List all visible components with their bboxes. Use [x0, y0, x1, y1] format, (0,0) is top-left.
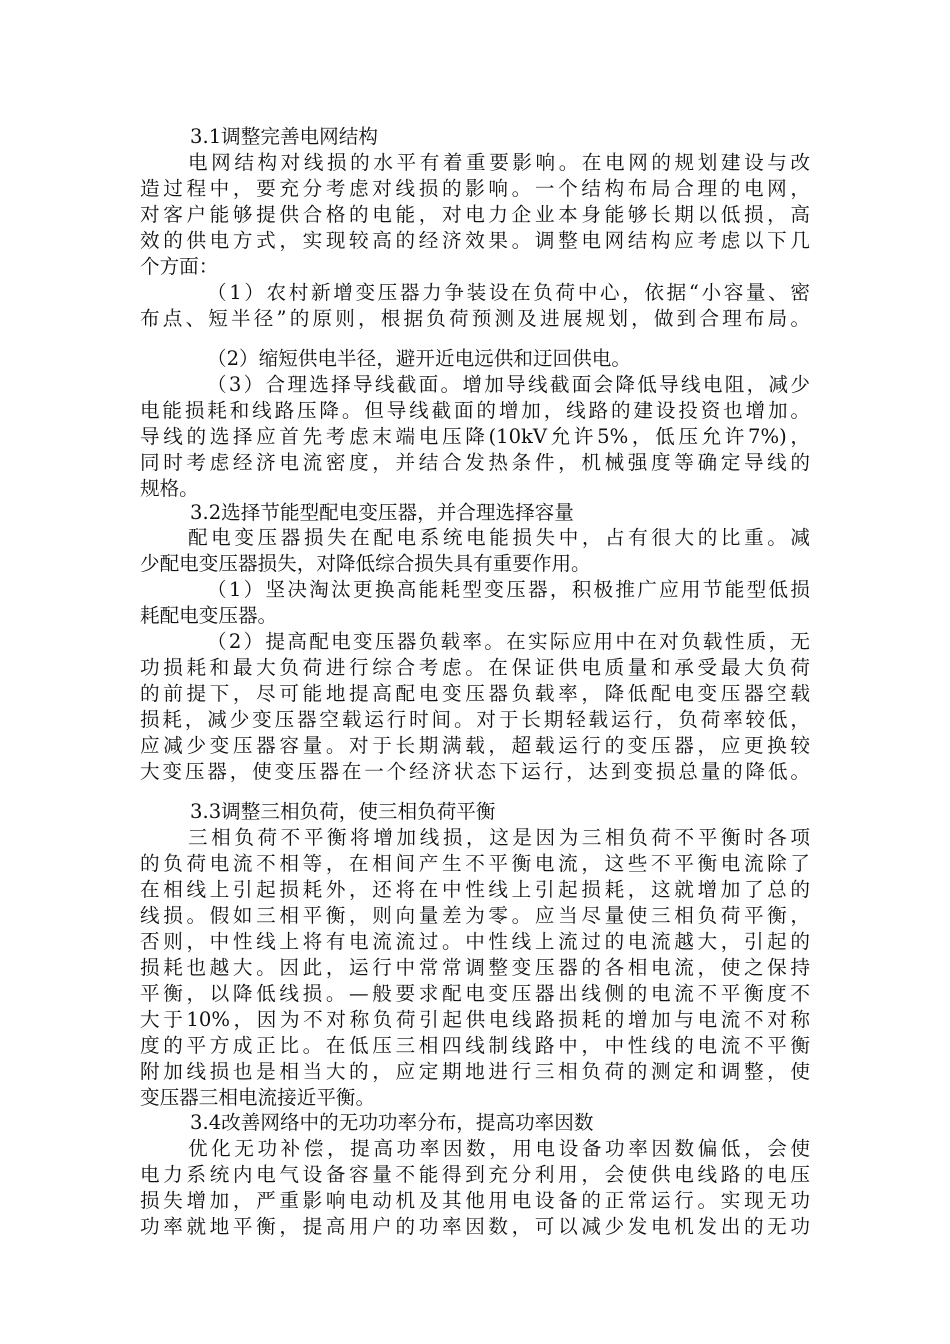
text-line: 对客户能够提供合格的电能，对电力企业本身能够长期以低损，高 — [140, 203, 810, 226]
text-line: 同时考虑经济电流密度，并结合发热条件，机械强度等确定导线的 — [140, 451, 810, 474]
text-line: 大变压器，使变压器在一个经济状态下运行，达到变损总量的降低。 — [140, 760, 810, 783]
text-line: 在相线上引起损耗外，还将在中性线上引起损耗，这就增加了总的 — [140, 878, 810, 901]
text-line: 三相负荷不平衡将增加线损，这是因为三相负荷不平衡时各项 — [188, 826, 810, 849]
text-line: 度的平方成正比。在低压三相四线制线路中，中性线的电流不平衡 — [140, 1034, 810, 1057]
text-line: 损失增加，严重影响电动机及其他用电设备的正常运行。实现无功 — [140, 1189, 810, 1212]
text-line: 应减少变压器容量。对于长期满载，超载运行的变压器，应更换较 — [140, 734, 810, 757]
text-line: 变压器三相电流接近平衡。 — [140, 1086, 376, 1109]
text-line: （1）农村新增变压器力争装设在负荷中心，依据“小容量、密 — [207, 281, 810, 304]
text-line: 规格。 — [140, 477, 199, 500]
section-heading-3-4: 3.4改善网络中的无功功率分布，提高功率因数 — [190, 1111, 594, 1134]
text-line: 少配电变压器损失，对降低综合损失具有重要作用。 — [140, 552, 591, 575]
text-line: 造过程中，要充分考虑对线损的影响。一个结构布局合理的电网， — [140, 177, 810, 200]
text-line: 电能损耗和线路压降。但导线截面的增加，线路的建设投资也增加。 — [140, 399, 810, 422]
text-line: 的前提下，尽可能地提高配电变压器负载率，降低配电变压器空载 — [140, 682, 810, 705]
text-line: 功损耗和最大负荷进行综合考虑。在保证供电质量和承受最大负荷 — [140, 656, 810, 679]
text-line: 布点、短半径”的原则，根据负荷预测及进展规划，做到合理布局。 — [140, 307, 810, 330]
text-line: （2）缩短供电半径，避开近电远供和迂回供电。 — [207, 347, 631, 370]
text-line: 电力系统内电气设备容量不能得到充分利用，会使供电线路的电压 — [140, 1163, 810, 1186]
text-line: 损耗，减少变压器空载运行时间。对于长期轻载运行，负荷率较低， — [140, 708, 810, 731]
text-line: （3）合理选择导线截面。增加导线截面会降低导线电阻，减少 — [207, 373, 810, 396]
text-line: 配电变压器损失在配电系统电能损失中，占有很大的比重。减 — [188, 526, 810, 549]
text-line: 个方面： — [140, 255, 219, 278]
text-line: 线损。假如三相平衡，则向量差为零。应当尽量使三相负荷平衡， — [140, 904, 810, 927]
text-line: 附加线损也是相当大的，应定期地进行三相负荷的测定和调整，使 — [140, 1060, 810, 1083]
text-line: （2）提高配电变压器负载率。在实际应用中在对负载性质，无 — [207, 630, 810, 653]
text-line: 的负荷电流不相等，在相间产生不平衡电流，这些不平衡电流除了 — [140, 852, 810, 875]
text-line: （1）坚决淘汰更换高能耗型变压器，积极推广应用节能型低损 — [207, 578, 810, 601]
text-line: 导线的选择应首先考虑末端电压降(10kV允许5%，低压允许7%)， — [140, 425, 810, 448]
text-line: 效的供电方式，实现较高的经济效果。调整电网结构应考虑以下几 — [140, 229, 810, 252]
text-line: 损耗也越大。因此，运行中常常调整变压器的各相电流，使之保持 — [140, 956, 810, 979]
text-line: 功率就地平衡，提高用户的功率因数，可以减少发电机发出的无功 — [140, 1215, 810, 1238]
text-line: 否则，中性线上将有电流流过。中性线上流过的电流越大，引起的 — [140, 930, 810, 953]
text-line: 大于10%，因为不对称负荷引起供电线路损耗的增加与电流不对称 — [140, 1008, 810, 1031]
text-line: 电网结构对线损的水平有着重要影响。在电网的规划建设与改 — [188, 151, 810, 174]
section-heading-3-1: 3.1调整完善电网结构 — [190, 125, 378, 148]
text-line: 耗配电变压器。 — [140, 604, 278, 627]
text-line: 优化无功补偿，提高功率因数，用电设备功率因数偏低，会使 — [188, 1137, 810, 1160]
section-heading-3-2: 3.2选择节能型配电变压器，并合理选择容量 — [190, 501, 574, 524]
section-heading-3-3: 3.3调整三相负荷，使三相负荷平衡 — [190, 800, 496, 823]
text-line: 平衡，以降低线损。—般要求配电变压器出线侧的电流不平衡度不 — [140, 982, 810, 1005]
